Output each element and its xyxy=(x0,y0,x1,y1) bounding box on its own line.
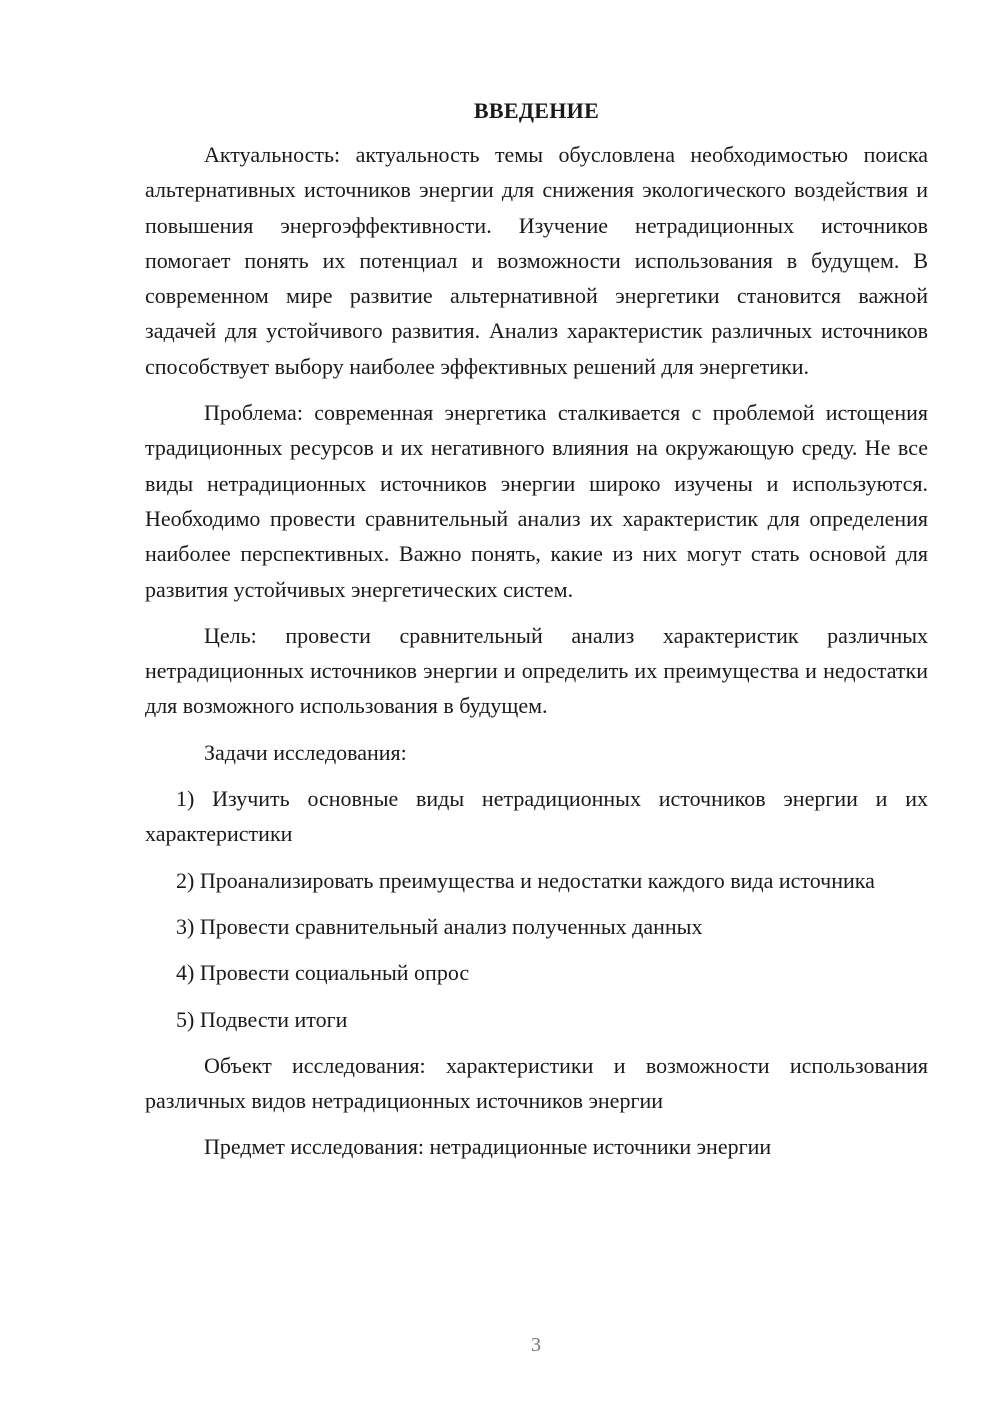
subject-paragraph: Предмет исследования: нетрадиционные источники энергии xyxy=(204,1134,772,1160)
task-item-4: 4) Провести социальный опрос xyxy=(176,960,470,986)
task-item-5: 5) Подвести итоги xyxy=(176,1006,348,1032)
object-paragraph: Объект исследования: характеристики и возможности использования различных видов нетрадиционных источников энергии xyxy=(145,1052,928,1114)
section-title: ВВЕДЕНИЕ xyxy=(473,98,600,123)
page-content xyxy=(145,94,928,1176)
problem-paragraph: Проблема: современная энергетика сталкивается с проблемой истощения традиционных ресурсов и их негативного влияния на окружающую среду. Не все виды нетрадиционных источников энергии широко изучены и используются. Необходимо провести сравнительный анализ их характеристик для определения наиболее перспективных. Важно понять, какие из них могут стать основой для развития устойчивых энергетических систем. xyxy=(145,400,928,602)
tasks-heading: Задачи исследования: xyxy=(204,739,407,765)
task-item-2: 2) Проанализировать преимущества и недостатки каждого вида источника xyxy=(176,867,875,893)
task-item-3: 3) Провести сравнительный анализ полученных данных xyxy=(176,913,703,939)
goal-paragraph: Цель: провести сравнительный анализ характеристик различных нетрадиционных источников энергии и определить их преимущества и недостатки для возможного использования в будущем. xyxy=(145,622,928,719)
relevance-paragraph: Актуальность: актуальность темы обусловлена необходимостью поиска альтернативных источников энергии для снижения экологического воздействия и повышения энергоэффективности. Изучение нетрадиционных источников помогает понять их потенциал и возможности использования в будущем. В современном мире развитие альтернативной энергетики становится важной задачей для устойчивого развития. Анализ характеристик различных источников способствует выбору наиболее эффективных решений для энергетики. xyxy=(145,142,928,379)
page-number: 3 xyxy=(531,1334,541,1356)
task-item-1: 1) Изучить основные виды нетрадиционных источников энергии и их характеристики xyxy=(145,786,928,847)
